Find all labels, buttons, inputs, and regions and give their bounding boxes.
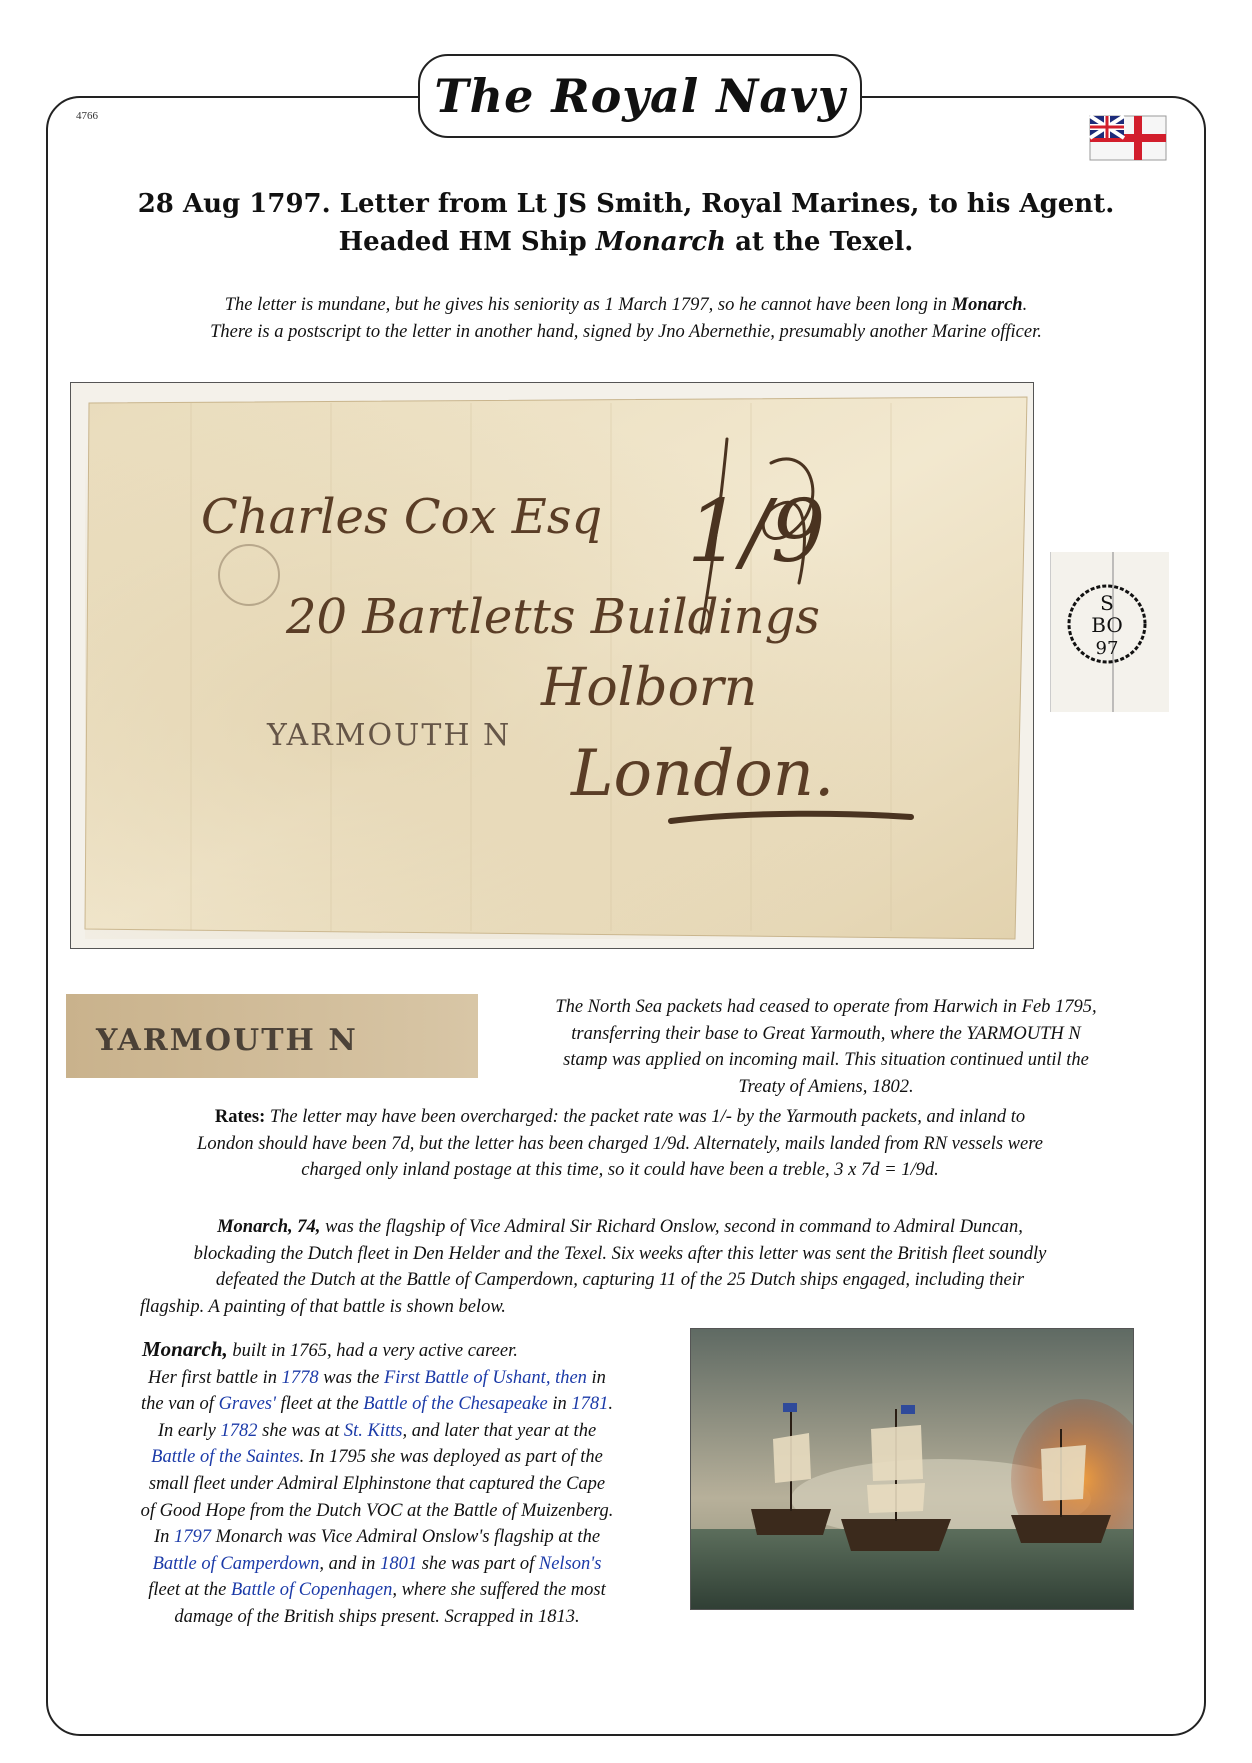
- link-st-kitts[interactable]: St. Kitts: [343, 1420, 403, 1441]
- address-line-3: Holborn: [541, 658, 758, 718]
- packets-paragraph: The North Sea packets had ceased to operate from Harwich in Feb 1795, transferring their base to Great Yarmouth, where the YARMOUTH N stamp was applied on incoming mail. This situation continued until the Treaty of Amiens, 1802.: [555, 997, 1097, 1097]
- postmark-text-mid: BO: [1091, 613, 1123, 637]
- rates-label: Rates:: [214, 1107, 266, 1127]
- link-1778[interactable]: 1778: [281, 1367, 319, 1388]
- link-graves[interactable]: Graves': [218, 1394, 276, 1415]
- postmark-text-top: S: [1100, 591, 1114, 615]
- link-battle-of-the-chesapeake[interactable]: Battle of the Chesapeake: [363, 1394, 548, 1415]
- link-1801[interactable]: 1801: [380, 1553, 418, 1574]
- link-1797[interactable]: 1797: [174, 1527, 211, 1548]
- intro-paragraph: [90, 292, 1162, 346]
- link-battle-of-copenhagen[interactable]: Battle of Copenhagen: [230, 1580, 393, 1601]
- page-title: The Royal Navy: [434, 69, 846, 123]
- address-line-4: London.: [571, 737, 835, 811]
- link-1782[interactable]: 1782: [220, 1420, 258, 1441]
- flagship-paragraph: Monarch, 74, was the flagship of Vice Admiral Sir Richard Onslow, second in command to Admiral Duncan, blockading the Dutch fleet in Den Helder and the Texel. Six weeks after this letter was sent the British fleet soundly defeated the Dutch at the Battle of Camperdown, capturing 11 of the 25 Dutch ships engaged, including their flagship. A painting of that battle is shown below.: [140, 1217, 1047, 1317]
- link-battle-of-the-saintes[interactable]: Battle of the Saintes: [151, 1447, 300, 1468]
- link-nelsons[interactable]: Nelson's: [538, 1553, 602, 1574]
- postmark-text-bot: 97: [1095, 638, 1119, 659]
- postmark-detail-image: [1050, 552, 1169, 712]
- ship-name-monarch: Monarch: [215, 1527, 283, 1548]
- title-banner: [418, 54, 862, 138]
- headline-line-2: Headed HM Ship Monarch at the Texel.: [338, 227, 914, 257]
- headline-line-1: 28 Aug 1797. Letter from Lt JS Smith, Royal Marines, to his Agent.: [137, 189, 1115, 219]
- career-paragraph: Monarch, built in 1765, had a very active career. Her first battle in 1778 was the First Battle of Ushant, then in the van of Graves' fleet at the Battle of the Chesapeake in 1781. In early 1782 she was at St. Kitts, and later that year at the Battle of the Saintes. In 1795 she was deployed as part of the small fleet under Admiral Elphinstone that captured the Cape of Good Hope from the Dutch VOC at the Battle of Muizenberg. In 1797 Monarch was Vice Admiral Onslow's flagship at the Battle of Camperdown, and in 1801 she was part of Nelson's fleet at the Battle of Copenhagen, where she suffered the most damage of the British ships present. Scrapped in 1813.: [140, 1337, 614, 1627]
- intro-line-2: There is a postscript to the letter in another hand, signed by Jno Abernethie, presumably another Marine officer.: [210, 322, 1042, 342]
- link-1781[interactable]: 1781: [571, 1394, 609, 1415]
- letter-cover-image: [70, 382, 1034, 949]
- link-battle-of-camperdown[interactable]: Battle of Camperdown: [152, 1553, 320, 1574]
- address-line-2: 20 Bartletts Buildings: [286, 589, 820, 645]
- address-line-1: Charles Cox Esq: [201, 489, 603, 545]
- battle-painting-image: [690, 1328, 1134, 1610]
- page-number: 4766: [76, 110, 98, 122]
- stamp-detail-text: YARMOUTH N: [96, 1023, 358, 1058]
- yarmouth-stamp: YARMOUTH N: [267, 718, 512, 753]
- intro-line-1: The letter is mundane, but he gives his seniority as 1 March 1797, so he cannot have been long in Monarch.: [224, 295, 1028, 315]
- link-first-battle-of-ushant[interactable]: First Battle of Ushant, then: [383, 1367, 587, 1388]
- rate-mark: 1/9: [687, 482, 826, 582]
- rates-paragraph: Rates: The letter may have been overcharged: the packet rate was 1/- by the Yarmouth packets, and inland to London should have been 7d, but the letter has been charged 1/9d. Alternately, mails landed from RN vessels were charged only inland postage at this time, so it could have been a treble, 3 x 7d = 1/9d.: [197, 1107, 1043, 1180]
- white-ensign-icon: [1088, 112, 1168, 164]
- yarmouth-stamp-detail-image: [66, 994, 478, 1078]
- ship-name: Monarch: [595, 227, 727, 257]
